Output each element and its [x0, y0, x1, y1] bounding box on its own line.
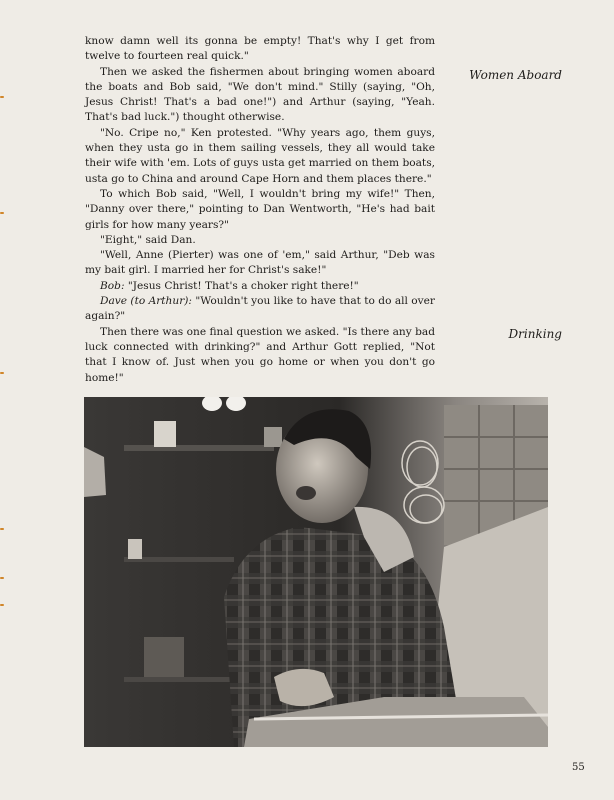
paragraph: To which Bob said, "Well, I wouldn't bring my wife!" Then, "Danny over there," pointing to Dan Wentworth, "He's had bait girls for how many years?" — [85, 187, 435, 231]
paragraph: Bob: "Jesus Christ! That's a choker right there!" — [100, 279, 359, 292]
binding-edge — [0, 0, 6, 800]
photo-illustration — [84, 397, 548, 747]
margin-note-drinking: Drinking — [508, 327, 562, 341]
page-number: 55 — [572, 762, 585, 773]
paragraph: "No. Cripe no," Ken protested. "Why years ago, them guys, when they usta go in them sailing vessels, they all would take their wife with 'em. Lots of guys usta get married on them boats, usta go to China and around Cape Horn and them places there." — [85, 126, 435, 185]
speaker-label: Bob: — [100, 279, 125, 292]
paragraph: Then we asked the fishermen about bringing women aboard the boats and Bob said, "We don't mind." Stilly (saying, "Oh, Jesus Christ! That's a bad one!") and Arthur (saying, "Yeah. That's bad luck.") thought otherwise. — [85, 65, 435, 124]
paragraph: "Well, Anne (Pierter) was one of 'em," said Arthur, "Deb was my bait girl. I married her for Christ's sake!" — [85, 249, 435, 277]
body-text — [85, 34, 435, 386]
paragraph: "Eight," said Dan. — [100, 233, 196, 246]
photograph-fisherman — [84, 397, 548, 747]
paragraph: Dave (to Arthur): "Wouldn't you like to have that to do all over again?" — [85, 295, 435, 323]
paragraph: Then there was one final question we asked. "Is there any bad luck connected with drinking?" and Arthur Gott replied, "Not that I know of. Just when you go home or when you don't go home!" — [85, 325, 435, 384]
margin-note-women-aboard: Women Aboard — [469, 68, 562, 82]
paragraph: know damn well its gonna be empty! That's why I get from twelve to fourteen real quick." — [85, 35, 435, 63]
speaker-label: Dave (to Arthur): — [100, 295, 192, 308]
